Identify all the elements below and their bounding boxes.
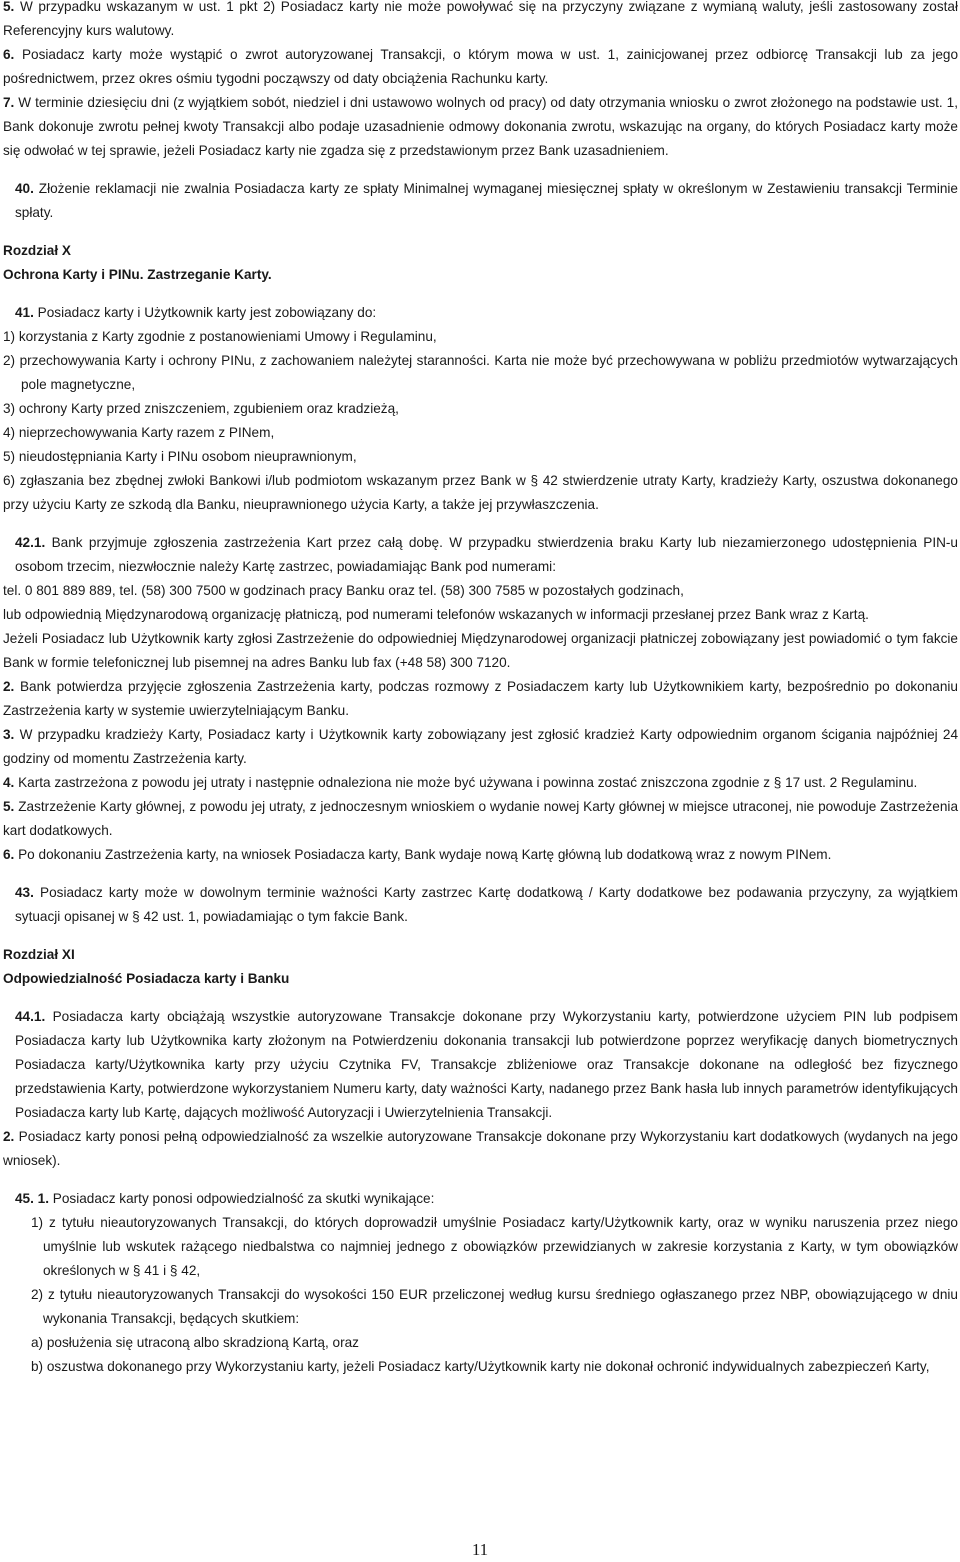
- paragraph-41: [3, 301, 958, 325]
- paragraph-42-5: [3, 795, 958, 843]
- paragraph-39-5: [3, 0, 958, 43]
- chapter-xi-label: Rozdział XI: [3, 947, 75, 962]
- paragraph-number: 3.: [3, 727, 15, 742]
- list-item: 1) z tytułu nieautoryzowanych Transakcji, do których doprowadził umyślnie Posiadacz karty/Użytkownik karty, oraz w wyniku naruszenia przez niego umyślnie lub wskutek rażącego niedbalstwa co najmniej jednego z obowiązków przewidzianych w zakresie korzystania z Karty, w tym obowiązków określonych w § 41 i § 42,: [31, 1215, 958, 1278]
- paragraph-text: Bank potwierdza przyjęcie zgłoszenia Zastrzeżenia karty, podczas rozmowy z Posiadaczem karty lub Użytkownikiem karty, bezpośrednio po dokonaniu Zastrzeżenia karty w systemie uwierzytelniającym Banku.: [3, 679, 958, 718]
- paragraph-number: 5.: [3, 0, 15, 14]
- notify-bank-note: Jeżeli Posiadacz lub Użytkownik karty zgłosi Zastrzeżenie do odpowiedniej Międzynarodowej organizacji płatniczej zobowiązany jest powiadomić o tym fakcie Bank w formie telefonicznej lub pisemnej na adres Banku lub fax (+48 58) 300 7120.: [3, 631, 958, 670]
- list-item: 2) przechowywania Karty i ochrony PINu, z zachowaniem należytej staranności. Karta nie może być przechowywana w pobliżu przedmiotów wytwarzających pole magnetyczne,: [3, 353, 958, 392]
- paragraph-text: Posiadacz karty ponosi odpowiedzialność za skutki wynikające:: [49, 1191, 435, 1206]
- paragraph-44-1: [3, 1005, 958, 1125]
- paragraph-44-2: [3, 1125, 958, 1173]
- page-number: 11: [471, 1540, 489, 1559]
- paragraph-number: 42.1.: [15, 535, 46, 550]
- paragraph-42-6: [3, 843, 958, 867]
- paragraph-number: 44.1.: [15, 1009, 46, 1024]
- paragraph-text: W terminie dziesięciu dni (z wyjątkiem sobót, niedziel i dni ustawowo wolnych od pracy) od daty otrzymania wniosku o zwrot złożonego na podstawie ust. 1, Bank dokonuje zwrotu pełnej kwoty Transakcji albo podaje uzasadnienie odmowy dokonania zwrotu, wskazując na organy, do których Posiadacz karty może się odwołać w tej sprawie, jeżeli Posiadacz karty nie zgadza się z przedstawionym przez Bank uzasadnieniem.: [3, 95, 958, 158]
- paragraph-text: Posiadacz karty i Użytkownik karty jest zobowiązany do:: [33, 305, 377, 320]
- paragraph-40: [3, 177, 958, 225]
- paragraph-text: Karta zastrzeżona z powodu jej utraty i następnie odnaleziona nie może być używana i powinna zostać zniszczona zgodnie z § 17 ust. 2 Regulaminu.: [14, 775, 918, 790]
- paragraph-42-2: [3, 675, 958, 723]
- paragraph-43: [3, 881, 958, 929]
- list-item: 4) nieprzechowywania Karty razem z PINem,: [3, 425, 275, 440]
- paragraph-number: 2.: [3, 1129, 15, 1144]
- paragraph-text: Bank przyjmuje zgłoszenia zastrzeżenia Kart przez całą dobę. W przypadku stwierdzenia braku Karty lub niezamierzonego udostępnienia PIN-u osobom trzecim, niezwłocznie należy Kartę zastrzec, powiadamiając Bank pod numerami:: [15, 535, 958, 574]
- paragraph-text: Posiadacz karty może w dowolnym terminie ważności Karty zastrzec Kartę dodatkową / Karty dodatkowe bez podawania przyczyny, za wyjątkiem sytuacji opisanej w § 42 ust. 1, powiadamiając o tym fakcie Bank.: [15, 885, 958, 924]
- list-item: 1) korzystania z Karty zgodnie z postanowieniami Umowy i Regulaminu,: [3, 329, 437, 344]
- paragraph-text: Po dokonaniu Zastrzeżenia karty, na wniosek Posiadacza karty, Bank wydaje nową Kartę główną lub dodatkową wraz z nowym PINem.: [14, 847, 832, 862]
- paragraph-text: W przypadku kradzieży Karty, Posiadacz karty i Użytkownik karty zobowiązany jest zgłosić kradzież Karty odpowiednim organom ścigania najpóźniej 24 godziny od momentu Zastrzeżenia karty.: [3, 727, 958, 766]
- paragraph-42-3: [3, 723, 958, 771]
- paragraph-number: 6.: [3, 847, 15, 862]
- phone-numbers: tel. 0 801 889 889, tel. (58) 300 7500 w godzinach pracy Banku oraz tel. (58) 300 7585 w pozostałych godzinach,: [3, 583, 684, 598]
- list-item: 3) ochrony Karty przed zniszczeniem, zgubieniem oraz kradzieżą,: [3, 401, 399, 416]
- paragraph-number: 43.: [15, 885, 34, 900]
- paragraph-number: 41.: [15, 305, 34, 320]
- list-item: 6) zgłaszania bez zbędnej zwłoki Bankowi i/lub podmiotom wskazanym przez Bank w § 42 stwierdzenie utraty Karty, kradzieży Karty, oszustwa dokonanego przy użyciu Karty ze szkodą dla Banku, nieuprawnionego użycia Karty, a także jej przywłaszczenia.: [3, 473, 958, 512]
- sub-list-item: a) posłużenia się utraconą albo skradzioną Kartą, oraz: [31, 1335, 359, 1350]
- paragraph-text: Złożenie reklamacji nie zwalnia Posiadacza karty ze spłaty Minimalnej wymaganej miesięcznej spłaty w określonym w Zestawieniu transakcji Terminie spłaty.: [15, 181, 958, 220]
- paragraph-text: Posiadacz karty ponosi pełną odpowiedzialność za wszelkie autoryzowane Transakcje dokonane przy Wykorzystaniu kart dodatkowych (wydanych na jego wniosek).: [3, 1129, 958, 1168]
- paragraph-45-1: [3, 1187, 958, 1211]
- paragraph-39-6: [3, 43, 958, 91]
- chapter-xi-title: Odpowiedzialność Posiadacza karty i Banku: [3, 971, 290, 986]
- paragraph-42-4: [3, 771, 958, 795]
- paragraph-text: W przypadku wskazanym w ust. 1 pkt 2) Posiadacz karty nie może powoływać się na przyczyny związane z wymianą waluty, jeśli zastosowany został Referencyjny kurs walutowy.: [3, 0, 958, 38]
- chapter-x-title: Ochrona Karty i PINu. Zastrzeganie Karty.: [3, 267, 272, 282]
- paragraph-number: 40.: [15, 181, 34, 196]
- paragraph-number: 5.: [3, 799, 15, 814]
- paragraph-text: Posiadacza karty obciążają wszystkie autoryzowane Transakcje dokonane przy Wykorzystaniu karty, potwierdzone użyciem PIN lub podpisem Posiadacza karty lub Użytkownika karty złożonym na Potwierdzeniu dokonania transakcji lub potwierdzone poprzez weryfikację danych biometrycznych Posiadacza karty/Użytkownika karty przy użyciu Czytnika FV, Transakcje zbliżeniowe oraz Transakcje dokonane na odległość bez fizycznego przedstawienia Karty, potwierdzone wykorzystaniem Numeru karty, daty ważności Karty, nadanego przez Bank hasła lub innych parametrów identyfikujących Posiadacza karty lub Kartę, dających możliwość Autoryzacji i Uwierzytelnienia Transakcji.: [15, 1009, 958, 1120]
- sub-list-item: b) oszustwa dokonanego przy Wykorzystaniu karty, jeżeli Posiadacz karty/Użytkownik karty nie dokonał ochronić indywidualnych zabezpieczeń Karty,: [31, 1359, 930, 1374]
- paragraph-39-7: [3, 91, 958, 163]
- paragraph-number: 2.: [3, 679, 15, 694]
- paragraph-text: Posiadacz karty może wystąpić o zwrot autoryzowanej Transakcji, o którym mowa w ust. 1, zainicjowanej przez odbiorcę Transakcji lub za jego pośrednictwem, przez okres ośmiu tygodni począwszy od daty obciążenia Rachunku karty.: [3, 47, 958, 86]
- list-item: 2) z tytułu nieautoryzowanych Transakcji do wysokości 150 EUR przeliczonej według kursu średniego ogłaszanego przez NBP, obowiązującego w dniu wykonania Transakcji, będących skutkiem:: [31, 1287, 958, 1326]
- paragraph-number: 45. 1.: [15, 1191, 50, 1206]
- intl-organization-note: lub odpowiednią Międzynarodową organizację płatniczą, pod numerami telefonów wskazanych w informacji przesłanej przez Bank wraz z Kartą.: [3, 607, 869, 622]
- chapter-x-label: Rozdział X: [3, 243, 71, 258]
- paragraph-number: 7.: [3, 95, 15, 110]
- paragraph-number: 6.: [3, 47, 15, 62]
- paragraph-number: 4.: [3, 775, 15, 790]
- list-item: 5) nieudostępniania Karty i PINu osobom nieuprawnionym,: [3, 449, 357, 464]
- paragraph-42-1: [3, 531, 958, 579]
- paragraph-text: Zastrzeżenie Karty głównej, z powodu jej utraty, z jednoczesnym wnioskiem o wydanie nowej Karty głównej w miejsce utraconej, nie powoduje Zastrzeżenia kart dodatkowych.: [3, 799, 958, 838]
